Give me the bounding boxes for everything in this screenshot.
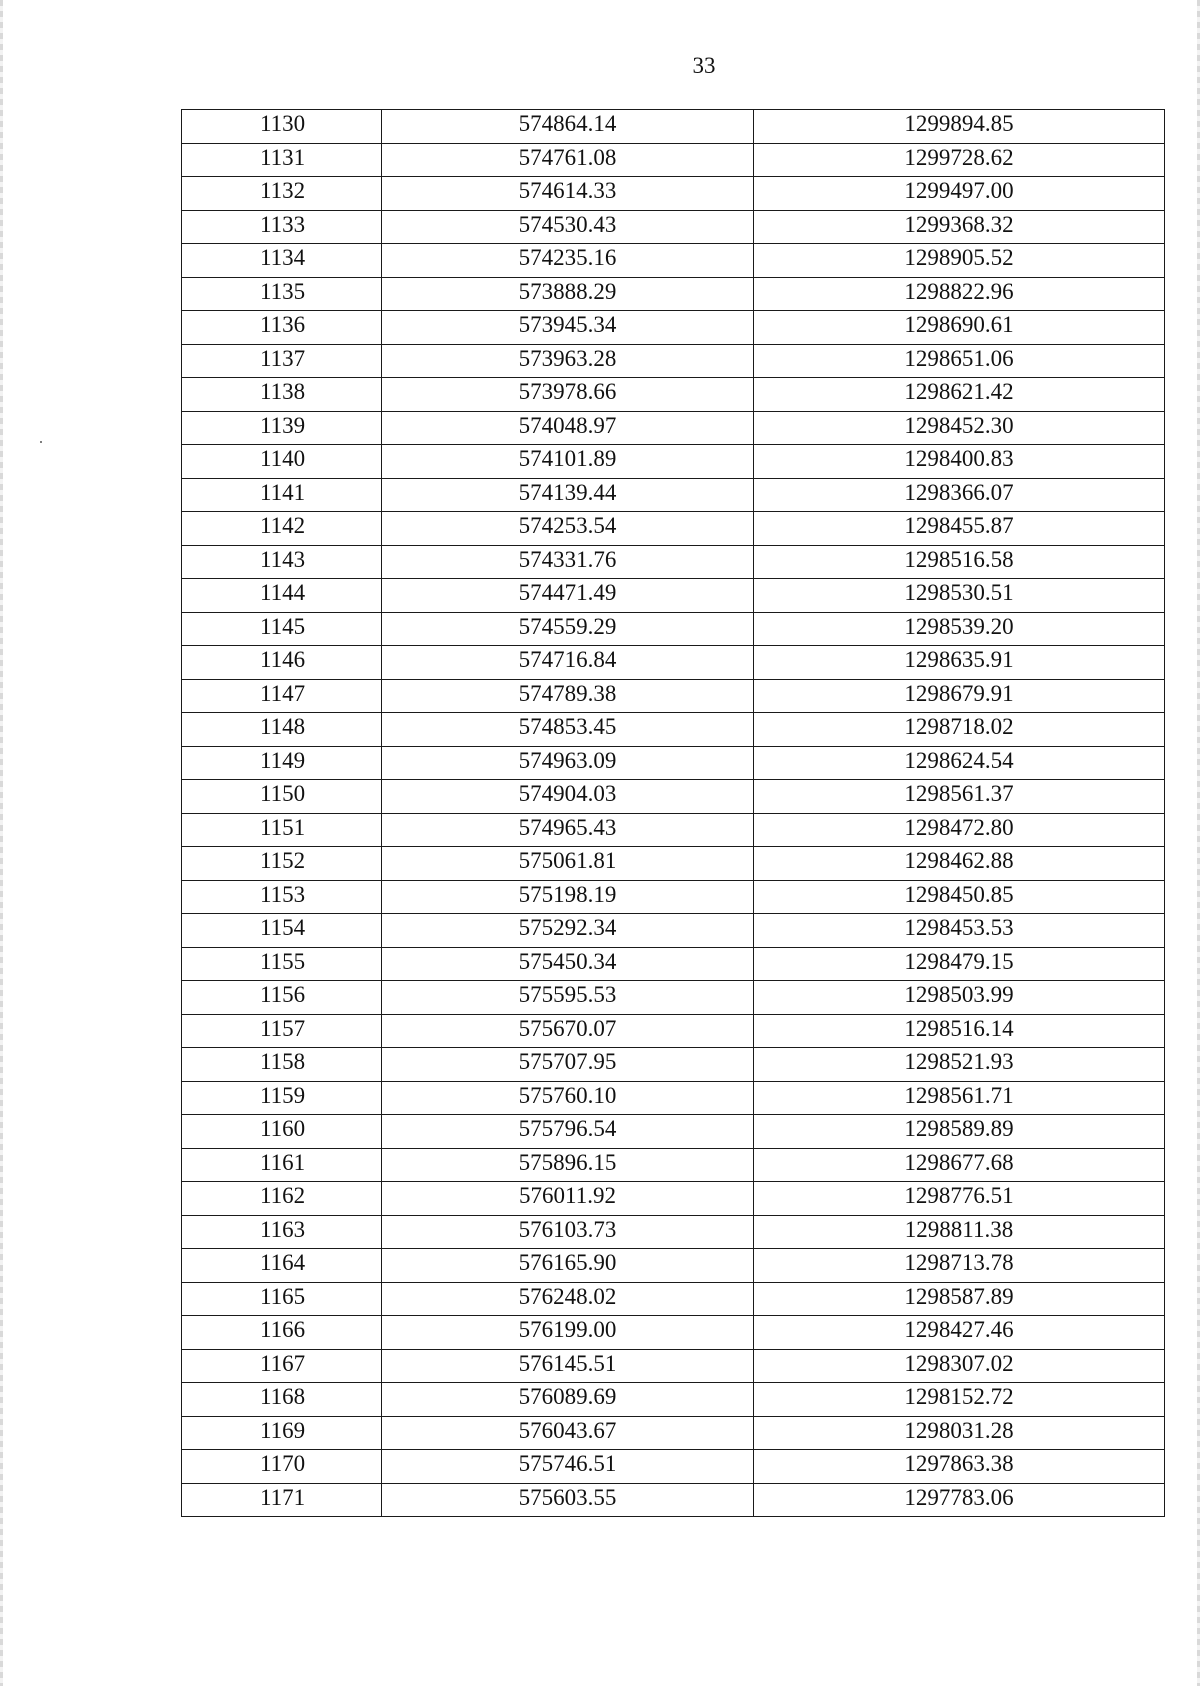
- x-coordinate-cell: 574963.09: [382, 746, 754, 780]
- table-row: [182, 512, 1165, 546]
- x-coordinate-cell: 574235.16: [382, 244, 754, 278]
- y-coordinate-cell: 1298690.61: [754, 311, 1165, 345]
- scan-speck: [40, 441, 42, 443]
- x-coordinate-cell: 573888.29: [382, 277, 754, 311]
- point-id-cell: 1159: [182, 1081, 382, 1115]
- x-coordinate-cell: 574471.49: [382, 579, 754, 613]
- x-coordinate-cell: 574253.54: [382, 512, 754, 546]
- y-coordinate-cell: 1299368.32: [754, 210, 1165, 244]
- y-coordinate-cell: 1298822.96: [754, 277, 1165, 311]
- x-coordinate-cell: 576199.00: [382, 1316, 754, 1350]
- point-id-cell: 1170: [182, 1450, 382, 1484]
- y-coordinate-cell: 1299497.00: [754, 177, 1165, 211]
- point-id-cell: 1152: [182, 847, 382, 881]
- point-id-cell: 1132: [182, 177, 382, 211]
- table-row: [182, 880, 1165, 914]
- table-row: [182, 1014, 1165, 1048]
- y-coordinate-cell: 1298811.38: [754, 1215, 1165, 1249]
- y-coordinate-cell: 1298624.54: [754, 746, 1165, 780]
- y-coordinate-cell: 1298905.52: [754, 244, 1165, 278]
- y-coordinate-cell: 1298479.15: [754, 947, 1165, 981]
- y-coordinate-cell: 1298621.42: [754, 378, 1165, 412]
- table-row: [182, 344, 1165, 378]
- point-id-cell: 1166: [182, 1316, 382, 1350]
- y-coordinate-cell: 1299728.62: [754, 143, 1165, 177]
- y-coordinate-cell: 1298031.28: [754, 1416, 1165, 1450]
- x-coordinate-cell: 575595.53: [382, 981, 754, 1015]
- point-id-cell: 1133: [182, 210, 382, 244]
- x-coordinate-cell: 574789.38: [382, 679, 754, 713]
- y-coordinate-cell: 1298539.20: [754, 612, 1165, 646]
- point-id-cell: 1167: [182, 1349, 382, 1383]
- table-row: [182, 1182, 1165, 1216]
- table-row: [182, 545, 1165, 579]
- point-id-cell: 1139: [182, 411, 382, 445]
- y-coordinate-cell: 1298366.07: [754, 478, 1165, 512]
- point-id-cell: 1148: [182, 713, 382, 747]
- x-coordinate-cell: 575603.55: [382, 1483, 754, 1517]
- point-id-cell: 1161: [182, 1148, 382, 1182]
- table-row: [182, 411, 1165, 445]
- x-coordinate-cell: 575760.10: [382, 1081, 754, 1115]
- y-coordinate-cell: 1298152.72: [754, 1383, 1165, 1417]
- y-coordinate-cell: 1298587.89: [754, 1282, 1165, 1316]
- y-coordinate-cell: 1298713.78: [754, 1249, 1165, 1283]
- y-coordinate-cell: 1297863.38: [754, 1450, 1165, 1484]
- table-row: [182, 1383, 1165, 1417]
- x-coordinate-cell: 575292.34: [382, 914, 754, 948]
- x-coordinate-cell: 574331.76: [382, 545, 754, 579]
- point-id-cell: 1147: [182, 679, 382, 713]
- x-coordinate-cell: 575061.81: [382, 847, 754, 881]
- point-id-cell: 1151: [182, 813, 382, 847]
- y-coordinate-cell: 1298651.06: [754, 344, 1165, 378]
- table-row: [182, 713, 1165, 747]
- table-row: [182, 1048, 1165, 1082]
- x-coordinate-cell: 576011.92: [382, 1182, 754, 1216]
- y-coordinate-cell: 1299894.85: [754, 110, 1165, 144]
- point-id-cell: 1131: [182, 143, 382, 177]
- table-row: [182, 1416, 1165, 1450]
- y-coordinate-cell: 1298530.51: [754, 579, 1165, 613]
- table-row: [182, 579, 1165, 613]
- point-id-cell: 1154: [182, 914, 382, 948]
- x-coordinate-cell: 574864.14: [382, 110, 754, 144]
- y-coordinate-cell: 1298427.46: [754, 1316, 1165, 1350]
- point-id-cell: 1163: [182, 1215, 382, 1249]
- table-row: [182, 1115, 1165, 1149]
- x-coordinate-cell: 574101.89: [382, 445, 754, 479]
- table-row: [182, 1249, 1165, 1283]
- table-row: [182, 1148, 1165, 1182]
- y-coordinate-cell: 1298677.68: [754, 1148, 1165, 1182]
- x-coordinate-cell: 574716.84: [382, 646, 754, 680]
- x-coordinate-cell: 574614.33: [382, 177, 754, 211]
- point-id-cell: 1156: [182, 981, 382, 1015]
- point-id-cell: 1150: [182, 780, 382, 814]
- y-coordinate-cell: 1298589.89: [754, 1115, 1165, 1149]
- table-row: [182, 143, 1165, 177]
- table-row: [182, 612, 1165, 646]
- y-coordinate-cell: 1298462.88: [754, 847, 1165, 881]
- y-coordinate-cell: 1298472.80: [754, 813, 1165, 847]
- point-id-cell: 1142: [182, 512, 382, 546]
- table-row: [182, 210, 1165, 244]
- x-coordinate-cell: 574853.45: [382, 713, 754, 747]
- y-coordinate-cell: 1298455.87: [754, 512, 1165, 546]
- x-coordinate-cell: 575746.51: [382, 1450, 754, 1484]
- y-coordinate-cell: 1297783.06: [754, 1483, 1165, 1517]
- table-row: [182, 746, 1165, 780]
- point-id-cell: 1169: [182, 1416, 382, 1450]
- x-coordinate-cell: 575198.19: [382, 880, 754, 914]
- point-id-cell: 1171: [182, 1483, 382, 1517]
- y-coordinate-cell: 1298521.93: [754, 1048, 1165, 1082]
- table-row: [182, 914, 1165, 948]
- y-coordinate-cell: 1298503.99: [754, 981, 1165, 1015]
- point-id-cell: 1160: [182, 1115, 382, 1149]
- point-id-cell: 1138: [182, 378, 382, 412]
- table-row: [182, 847, 1165, 881]
- y-coordinate-cell: 1298516.58: [754, 545, 1165, 579]
- point-id-cell: 1140: [182, 445, 382, 479]
- point-id-cell: 1146: [182, 646, 382, 680]
- point-id-cell: 1153: [182, 880, 382, 914]
- x-coordinate-cell: 573945.34: [382, 311, 754, 345]
- table-row: [182, 780, 1165, 814]
- table-row: [182, 378, 1165, 412]
- table-row: [182, 981, 1165, 1015]
- y-coordinate-cell: 1298561.71: [754, 1081, 1165, 1115]
- point-id-cell: 1144: [182, 579, 382, 613]
- point-id-cell: 1157: [182, 1014, 382, 1048]
- coordinates-table-body: [182, 110, 1165, 1517]
- coordinates-table: [181, 109, 1165, 1517]
- point-id-cell: 1135: [182, 277, 382, 311]
- x-coordinate-cell: 573978.66: [382, 378, 754, 412]
- x-coordinate-cell: 575796.54: [382, 1115, 754, 1149]
- x-coordinate-cell: 576089.69: [382, 1383, 754, 1417]
- y-coordinate-cell: 1298516.14: [754, 1014, 1165, 1048]
- point-id-cell: 1137: [182, 344, 382, 378]
- table-row: [182, 110, 1165, 144]
- x-coordinate-cell: 575450.34: [382, 947, 754, 981]
- point-id-cell: 1145: [182, 612, 382, 646]
- x-coordinate-cell: 576248.02: [382, 1282, 754, 1316]
- table-row: [182, 646, 1165, 680]
- table-row: [182, 1282, 1165, 1316]
- y-coordinate-cell: 1298718.02: [754, 713, 1165, 747]
- point-id-cell: 1158: [182, 1048, 382, 1082]
- point-id-cell: 1162: [182, 1182, 382, 1216]
- point-id-cell: 1168: [182, 1383, 382, 1417]
- x-coordinate-cell: 574559.29: [382, 612, 754, 646]
- table-row: [182, 1349, 1165, 1383]
- x-coordinate-cell: 573963.28: [382, 344, 754, 378]
- point-id-cell: 1143: [182, 545, 382, 579]
- table-row: [182, 1483, 1165, 1517]
- x-coordinate-cell: 574048.97: [382, 411, 754, 445]
- x-coordinate-cell: 576103.73: [382, 1215, 754, 1249]
- x-coordinate-cell: 574904.03: [382, 780, 754, 814]
- table-row: [182, 277, 1165, 311]
- y-coordinate-cell: 1298452.30: [754, 411, 1165, 445]
- point-id-cell: 1141: [182, 478, 382, 512]
- x-coordinate-cell: 576165.90: [382, 1249, 754, 1283]
- x-coordinate-cell: 575670.07: [382, 1014, 754, 1048]
- point-id-cell: 1130: [182, 110, 382, 144]
- point-id-cell: 1149: [182, 746, 382, 780]
- table-row: [182, 813, 1165, 847]
- x-coordinate-cell: 575896.15: [382, 1148, 754, 1182]
- table-row: [182, 947, 1165, 981]
- table-row: [182, 1450, 1165, 1484]
- point-id-cell: 1165: [182, 1282, 382, 1316]
- y-coordinate-cell: 1298679.91: [754, 679, 1165, 713]
- table-row: [182, 244, 1165, 278]
- table-row: [182, 445, 1165, 479]
- y-coordinate-cell: 1298450.85: [754, 880, 1165, 914]
- point-id-cell: 1136: [182, 311, 382, 345]
- y-coordinate-cell: 1298307.02: [754, 1349, 1165, 1383]
- table-row: [182, 478, 1165, 512]
- y-coordinate-cell: 1298635.91: [754, 646, 1165, 680]
- x-coordinate-cell: 574965.43: [382, 813, 754, 847]
- table-row: [182, 1316, 1165, 1350]
- table-row: [182, 1081, 1165, 1115]
- x-coordinate-cell: 576043.67: [382, 1416, 754, 1450]
- x-coordinate-cell: 574761.08: [382, 143, 754, 177]
- x-coordinate-cell: 575707.95: [382, 1048, 754, 1082]
- y-coordinate-cell: 1298453.53: [754, 914, 1165, 948]
- y-coordinate-cell: 1298400.83: [754, 445, 1165, 479]
- table-row: [182, 311, 1165, 345]
- x-coordinate-cell: 576145.51: [382, 1349, 754, 1383]
- scan-edge-left: [0, 0, 3, 1686]
- table-row: [182, 1215, 1165, 1249]
- point-id-cell: 1134: [182, 244, 382, 278]
- table-row: [182, 679, 1165, 713]
- point-id-cell: 1155: [182, 947, 382, 981]
- y-coordinate-cell: 1298776.51: [754, 1182, 1165, 1216]
- x-coordinate-cell: 574530.43: [382, 210, 754, 244]
- point-id-cell: 1164: [182, 1249, 382, 1283]
- table-row: [182, 177, 1165, 211]
- x-coordinate-cell: 574139.44: [382, 478, 754, 512]
- page-number: 33: [692, 53, 716, 78]
- y-coordinate-cell: 1298561.37: [754, 780, 1165, 814]
